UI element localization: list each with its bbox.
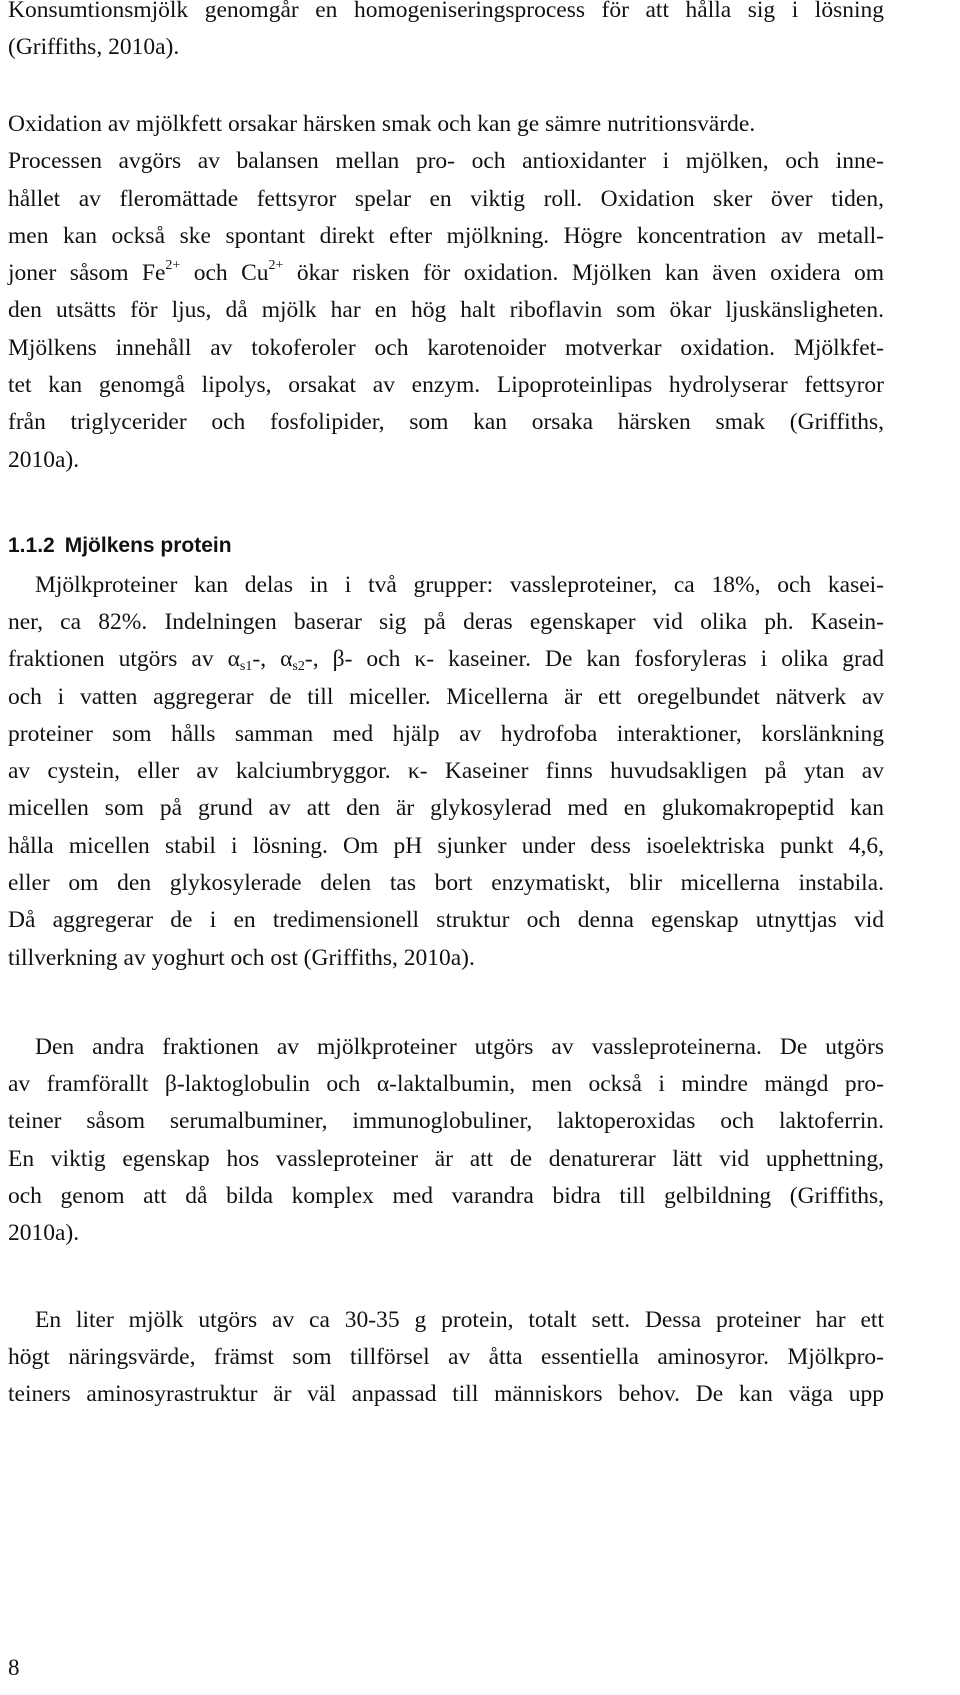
section-title: Mjölkens protein	[64, 534, 232, 557]
text-line: (Griffiths, 2010a).	[8, 34, 180, 61]
text-line: högt näringsvärde, främst som tillförsel av åtta essentiella aminosyror. Mjölkpro-	[8, 1344, 884, 1370]
text-line: 2010a).	[8, 446, 80, 473]
text-line: En viktig egenskap hos vassleproteiner är att de denaturerar lätt vid upphettning,	[8, 1145, 884, 1172]
text-line: hållet av fleromättade fettsyror spelar en viktig roll. Oxidation sker över tiden,	[8, 185, 884, 212]
paragraph-casein-cont	[8, 604, 884, 977]
text-line: Konsumtionsmjölk genomgår en homogeniseringsprocess för att hålla sig i lösning	[8, 0, 884, 23]
text-line: och i vatten aggregerar de till miceller. Micellerna är ett oregelbundet nätverk av	[8, 683, 884, 710]
text-line-with-subscripts	[8, 641, 884, 678]
paragraph-oxidation	[8, 106, 884, 479]
text-run: ökar risken för oxidation. Mjölken kan även oxidera om	[283, 260, 884, 287]
text-line: Mjölkens innehåll av tokoferoler och karotenoider motverkar oxidation. Mjölkfet-	[8, 334, 884, 361]
subscript-casein: s2	[292, 659, 305, 675]
text-line: av cystein, eller av kalciumbryggor. κ- Kaseiner finns huvudsakligen på ytan av	[8, 758, 884, 785]
text-line: ner, ca 82%. Indelningen baserar sig på deras egenskaper vid olika ph. Kasein-	[8, 609, 884, 635]
paragraph-protein-amount	[8, 1339, 884, 1414]
text-line: micellen som på grund av att den är glykosylerad med en glukomakropeptid kan	[8, 795, 884, 822]
text-line: och genom att då bilda komplex med varandra bidra till gelbildning (Griffiths,	[8, 1182, 884, 1209]
text-line: tet kan genomgå lipolys, orsakat av enzym. Lipoproteinlipas hydrolyserar fettsyror	[8, 372, 884, 399]
paragraph-whey-first	[35, 1029, 884, 1066]
section-number: 1.1.2	[8, 534, 55, 557]
paragraph-homogenization	[8, 0, 884, 67]
text-run: fraktionen utgörs av α	[8, 646, 240, 673]
text-line: Processen avgörs av balansen mellan pro- och antioxidanter i mjölken, och inne-	[8, 148, 884, 175]
text-line: En liter mjölk utgörs av ca 30-35 g protein, totalt sett. Dessa proteiner har ett	[35, 1307, 884, 1333]
section-heading	[8, 531, 232, 561]
page-number: 8	[8, 1655, 20, 1680]
text-line: Då aggregerar de i en tredimensionell struktur och denna egenskap utnyttjas vid	[8, 907, 884, 934]
text-run: -, α	[252, 646, 293, 673]
text-line: teiner såsom serumalbuminer, immunoglobuliner, laktoperoxidas och laktoferrin.	[8, 1108, 884, 1135]
text-line: Den andra fraktionen av mjölkproteiner utgörs av vassleproteinerna. De utgörs	[35, 1034, 884, 1060]
paragraph-casein	[35, 567, 884, 604]
text-line: men kan också ske spontant direkt efter mjölkning. Högre koncentration av metall-	[8, 222, 884, 249]
text-line: eller om den glykosylerade delen tas bort enzymatiskt, blir micellerna instabila.	[8, 870, 884, 897]
text-line: av framförallt β-laktoglobulin och α-laktalbumin, men också i mindre mängd pro-	[8, 1071, 884, 1097]
text-run: joner såsom Fe	[8, 260, 166, 287]
text-run: och Cu	[180, 260, 269, 287]
paragraph-protein-amount-first	[35, 1302, 884, 1339]
superscript-charge: 2+	[268, 258, 284, 274]
text-line: Oxidation av mjölkfett orsakar härsken smak och kan ge sämre nutritionsvärde.	[8, 111, 756, 137]
text-line: 2010a).	[8, 1220, 80, 1247]
subscript-casein: s1	[239, 659, 253, 675]
paragraph-whey	[8, 1066, 884, 1252]
text-line: teiners aminosyrastruktur är väl anpassad till människors behov. De kan väga upp	[8, 1381, 884, 1408]
superscript-charge: 2+	[165, 258, 181, 274]
text-line: tillverkning av yoghurt och ost (Griffiths, 2010a).	[8, 944, 475, 971]
text-line: den utsätts för ljus, då mjölk har en hög halt riboflavin som ökar ljuskänsligheten.	[8, 297, 884, 324]
text-line-with-superscripts	[8, 255, 884, 292]
text-run: -, β- och κ- kaseiner. De kan fosforyleras i olika grad	[304, 646, 884, 673]
text-line: från triglycerider och fosfolipider, som kan orsaka härsken smak (Griffiths,	[8, 409, 884, 436]
text-line: hålla micellen stabil i lösning. Om pH sjunker under dess isoelektriska punkt 4,6,	[8, 832, 884, 859]
text-line: proteiner som hålls samman med hjälp av hydrofoba interaktioner, korslänkning	[8, 720, 884, 747]
text-line: Mjölkproteiner kan delas in i två grupper: vassleproteiner, ca 18%, och kasei-	[35, 572, 884, 598]
